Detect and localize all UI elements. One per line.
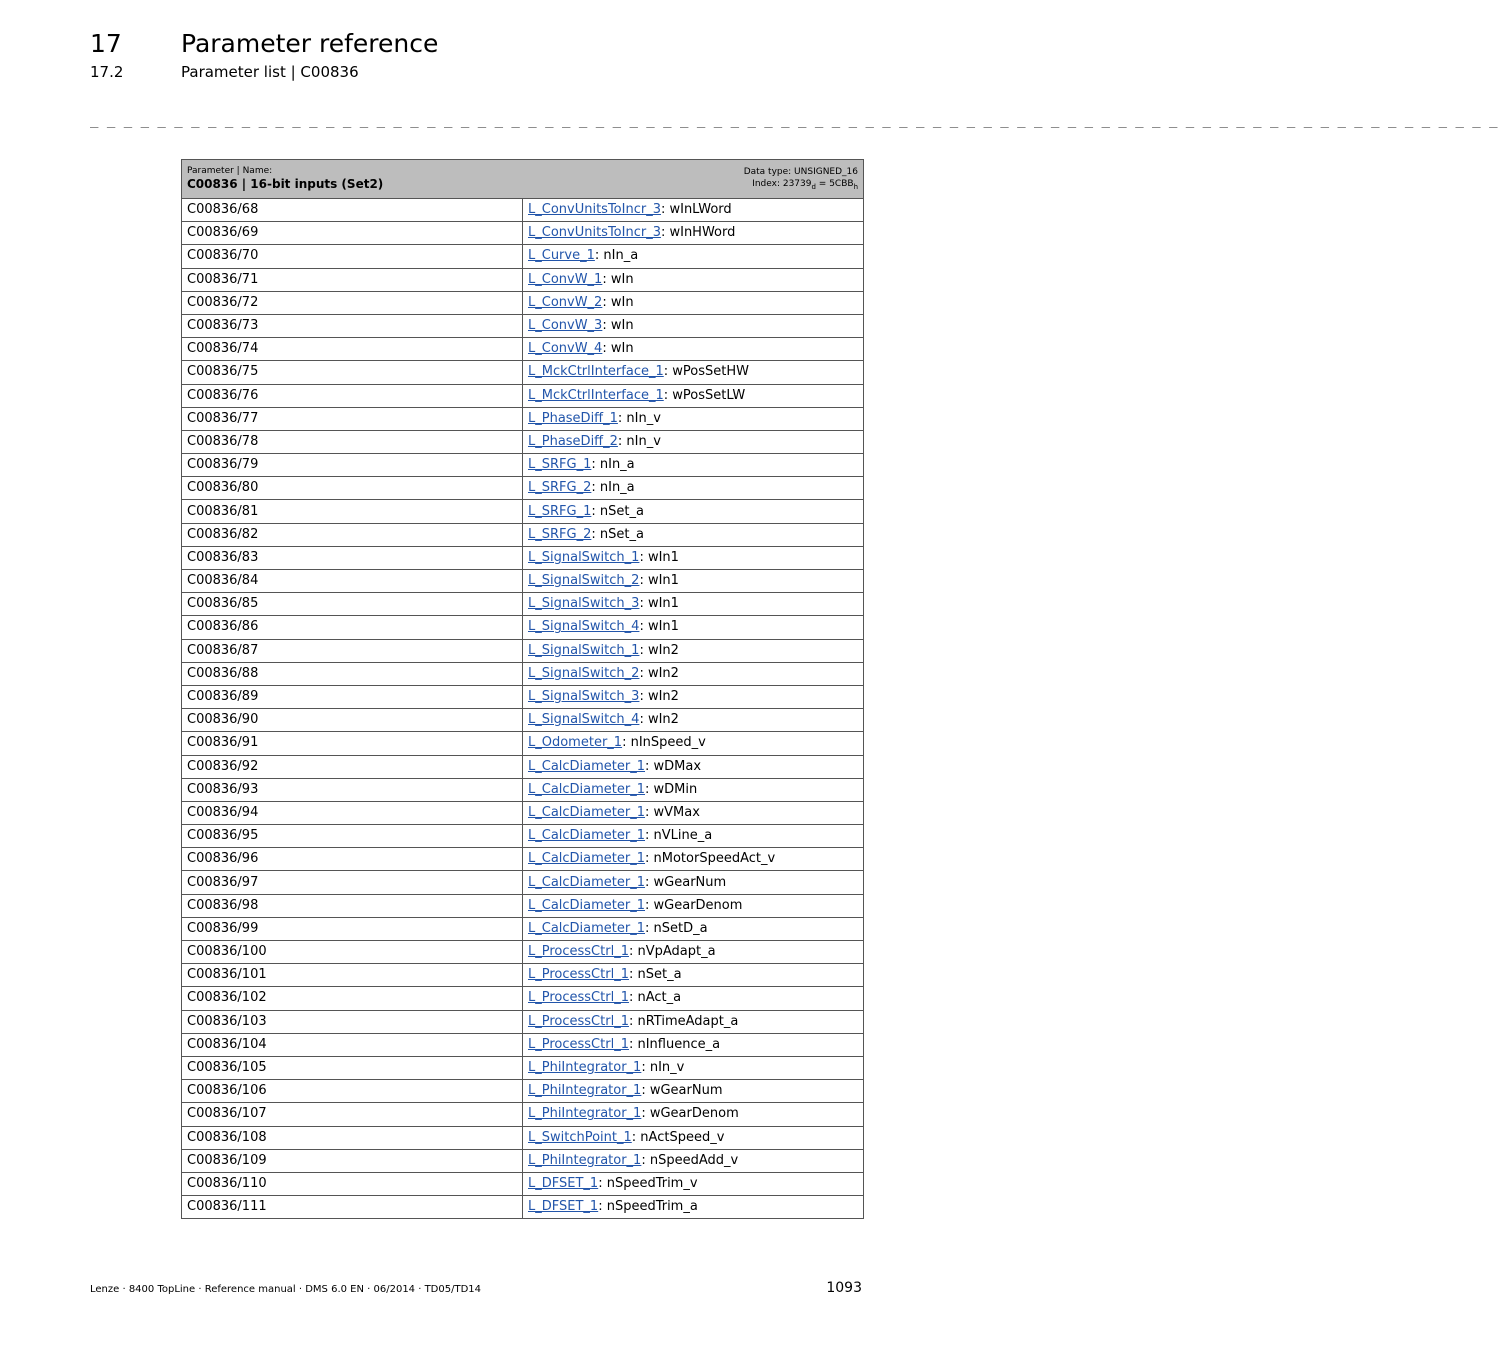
parameter-code: C00836/86: [182, 616, 523, 639]
function-block-link[interactable]: L_Odometer_1: [528, 735, 623, 751]
table-header-row: [182, 160, 864, 199]
parameter-code: C00836/81: [182, 500, 523, 523]
table-row: [182, 1056, 864, 1079]
signal-name: : wIn: [602, 318, 634, 334]
parameter-assignment: [523, 546, 864, 569]
table-row: [182, 964, 864, 987]
table-row: [182, 894, 864, 917]
table-row: [182, 361, 864, 384]
signal-name: : wIn2: [639, 689, 679, 705]
parameter-table: [181, 159, 864, 1219]
function-block-link[interactable]: L_CalcDiameter_1: [528, 758, 646, 774]
signal-name: : nSet_a: [591, 526, 644, 542]
function-block-link[interactable]: L_ConvUnitsToIncr_3: [528, 225, 661, 241]
parameter-assignment: [523, 361, 864, 384]
signal-name: : nRTimeAdapt_a: [628, 1013, 739, 1029]
function-block-link[interactable]: L_PhaseDiff_2: [528, 433, 618, 449]
header-datatype-block: [744, 166, 858, 193]
signal-name: : nVpAdapt_a: [628, 944, 716, 960]
table-row: [182, 1149, 864, 1172]
parameter-code: C00836/94: [182, 801, 523, 824]
table-row: [182, 222, 864, 245]
parameter-assignment: [523, 894, 864, 917]
header-parameter-name: C00836 | 16-bit inputs (Set2): [187, 177, 384, 191]
table-row: [182, 825, 864, 848]
chapter-number: 17: [90, 29, 122, 58]
header-parameter-label: Parameter | Name:: [187, 166, 273, 176]
parameter-assignment: [523, 314, 864, 337]
parameter-assignment: [523, 801, 864, 824]
function-block-link[interactable]: L_SignalSwitch_4: [528, 619, 640, 635]
parameter-assignment: [523, 1103, 864, 1126]
function-block-link[interactable]: L_Curve_1: [528, 248, 595, 264]
header-index: [744, 178, 858, 193]
function-block-link[interactable]: L_MckCtrlInterface_1: [528, 364, 664, 380]
parameter-code: C00836/83: [182, 546, 523, 569]
function-block-link[interactable]: L_PhiIntegrator_1: [528, 1106, 642, 1122]
parameter-assignment: [523, 338, 864, 361]
parameter-code: C00836/84: [182, 570, 523, 593]
page-number: 1093: [826, 1280, 862, 1296]
signal-name: : wDMin: [645, 781, 698, 797]
function-block-link[interactable]: L_DFSET_1: [528, 1175, 599, 1191]
parameter-code: C00836/91: [182, 732, 523, 755]
signal-name: : wPosSetLW: [663, 387, 746, 403]
index-mid: = 5CBB: [815, 179, 854, 189]
signal-name: : wIn1: [639, 596, 679, 612]
parameter-code: C00836/89: [182, 685, 523, 708]
function-block-link[interactable]: L_ProcessCtrl_1: [528, 990, 629, 1006]
signal-name: : wInHWord: [660, 225, 736, 241]
header-datatype: Data type: UNSIGNED_16: [743, 167, 858, 177]
table-row: [182, 732, 864, 755]
function-block-link[interactable]: L_CalcDiameter_1: [528, 851, 646, 867]
parameter-assignment: [523, 1149, 864, 1172]
parameter-assignment: [523, 732, 864, 755]
signal-name: : wIn: [602, 294, 634, 310]
parameter-assignment: [523, 616, 864, 639]
parameter-assignment: [523, 268, 864, 291]
table-row: [182, 384, 864, 407]
function-block-link[interactable]: L_CalcDiameter_1: [528, 874, 646, 890]
parameter-code: C00836/103: [182, 1010, 523, 1033]
function-block-link[interactable]: L_PhiIntegrator_1: [528, 1060, 642, 1076]
table-row: [182, 848, 864, 871]
parameter-code: C00836/72: [182, 291, 523, 314]
index-prefix: Index: 23739: [752, 179, 812, 189]
parameter-code: C00836/92: [182, 755, 523, 778]
parameter-code: C00836/75: [182, 361, 523, 384]
signal-name: : wIn2: [639, 642, 679, 658]
parameter-code: C00836/108: [182, 1126, 523, 1149]
parameter-code: C00836/107: [182, 1103, 523, 1126]
parameter-code: C00836/95: [182, 825, 523, 848]
function-block-link[interactable]: L_SignalSwitch_3: [528, 596, 640, 612]
table-row: [182, 778, 864, 801]
parameter-code: C00836/100: [182, 941, 523, 964]
signal-name: : nIn_a: [594, 248, 639, 264]
signal-name: : nIn_a: [591, 457, 635, 473]
function-block-link[interactable]: L_ProcessCtrl_1: [528, 944, 629, 960]
table-row: [182, 546, 864, 569]
parameter-code: C00836/73: [182, 314, 523, 337]
function-block-link[interactable]: L_CalcDiameter_1: [528, 828, 646, 844]
signal-name: : wVMax: [645, 804, 700, 820]
table-row: [182, 1126, 864, 1149]
table-row: [182, 662, 864, 685]
signal-name: : nInSpeed_v: [622, 735, 706, 751]
signal-name: : wIn1: [639, 549, 679, 565]
signal-name: : wInLWord: [660, 202, 732, 218]
table-row: [182, 801, 864, 824]
parameter-code: C00836/77: [182, 407, 523, 430]
function-block-link[interactable]: L_SwitchPoint_1: [528, 1129, 632, 1145]
parameter-code: C00836/111: [182, 1196, 523, 1219]
parameter-assignment: [523, 1056, 864, 1079]
function-block-link[interactable]: L_SRFG_2: [528, 526, 592, 542]
table-row: [182, 199, 864, 222]
table-row: [182, 430, 864, 453]
parameter-code: C00836/109: [182, 1149, 523, 1172]
parameter-assignment: [523, 477, 864, 500]
section-number: 17.2: [90, 63, 124, 81]
table-row: [182, 685, 864, 708]
parameter-code: C00836/101: [182, 964, 523, 987]
function-block-link[interactable]: L_SignalSwitch_2: [528, 665, 640, 681]
signal-name: : nInfluence_a: [628, 1036, 721, 1052]
parameter-code: C00836/68: [182, 199, 523, 222]
footer-text: Lenze · 8400 TopLine · Reference manual · DMS 6.0 EN · 06/2014 · TD05/TD14: [90, 1284, 482, 1295]
function-block-link[interactable]: L_PhiIntegrator_1: [528, 1083, 642, 1099]
parameter-code: C00836/105: [182, 1056, 523, 1079]
signal-name: : nIn_v: [641, 1060, 685, 1076]
parameter-code: C00836/98: [182, 894, 523, 917]
parameter-code: C00836/71: [182, 268, 523, 291]
function-block-link[interactable]: L_ProcessCtrl_1: [528, 1013, 629, 1029]
signal-name: : nAct_a: [628, 990, 682, 1006]
signal-name: : nActSpeed_v: [631, 1129, 725, 1145]
table-row: [182, 755, 864, 778]
parameter-assignment: [523, 291, 864, 314]
parameter-assignment: [523, 1080, 864, 1103]
table-row: [182, 523, 864, 546]
parameter-assignment: [523, 1126, 864, 1149]
table-row: [182, 871, 864, 894]
section-title: Parameter list | C00836: [181, 63, 359, 81]
parameter-assignment: [523, 245, 864, 268]
parameter-code: C00836/78: [182, 430, 523, 453]
parameter-code: C00836/90: [182, 709, 523, 732]
parameter-assignment: [523, 430, 864, 453]
parameter-assignment: [523, 871, 864, 894]
table-row: [182, 338, 864, 361]
parameter-code: C00836/70: [182, 245, 523, 268]
signal-name: : nIn_a: [591, 480, 635, 496]
parameter-code: C00836/87: [182, 639, 523, 662]
separator-line: _ _ _ _ _ _ _ _ _ _ _ _ _ _ _ _ _ _ _ _ _ _ _ _ _ _ _ _ _ _ _ _ _ _ _ _ _ _ _ _ _ _ _ _ _ _ _ _ _ _ _ _ _ _ _ _ _ _ _ _ _ _ _ _ _ _ _ _ _ _ _ _ _ _ _ _ _ _ _ _ _ _ _ _: [90, 112, 1498, 128]
parameter-assignment: [523, 1033, 864, 1056]
table-row: [182, 709, 864, 732]
parameter-assignment: [523, 454, 864, 477]
signal-name: : nSpeedTrim_a: [598, 1199, 698, 1215]
parameter-code: C00836/88: [182, 662, 523, 685]
parameter-assignment: [523, 987, 864, 1010]
parameter-code: C00836/85: [182, 593, 523, 616]
parameter-assignment: [523, 1172, 864, 1195]
table-row: [182, 291, 864, 314]
parameter-assignment: [523, 662, 864, 685]
table-row: [182, 407, 864, 430]
parameter-assignment: [523, 941, 864, 964]
signal-name: : wIn2: [639, 665, 679, 681]
signal-name: : wIn: [602, 341, 634, 357]
parameter-assignment: [523, 593, 864, 616]
function-block-link[interactable]: L_ConvW_2: [528, 294, 603, 310]
chapter-title: Parameter reference: [181, 29, 439, 58]
function-block-link[interactable]: L_MckCtrlInterface_1: [528, 387, 664, 403]
table-row: [182, 1080, 864, 1103]
parameter-assignment: [523, 778, 864, 801]
table-body: [182, 199, 864, 1219]
parameter-assignment: [523, 500, 864, 523]
parameter-assignment: [523, 825, 864, 848]
function-block-link[interactable]: L_ConvW_4: [528, 341, 603, 357]
parameter-code: C00836/69: [182, 222, 523, 245]
signal-name: : wIn1: [639, 619, 679, 635]
table-row: [182, 639, 864, 662]
table-row: [182, 987, 864, 1010]
parameter-assignment: [523, 407, 864, 430]
table-row: [182, 268, 864, 291]
signal-name: : wIn: [602, 271, 634, 287]
function-block-link[interactable]: L_PhiIntegrator_1: [528, 1152, 642, 1168]
signal-name: : wGearNum: [645, 874, 727, 890]
table-row: [182, 1103, 864, 1126]
parameter-assignment: [523, 755, 864, 778]
signal-name: : nIn_v: [617, 433, 661, 449]
table-row: [182, 477, 864, 500]
parameter-assignment: [523, 570, 864, 593]
function-block-link[interactable]: L_DFSET_1: [528, 1199, 599, 1215]
parameter-code: C00836/93: [182, 778, 523, 801]
index-sub-decimal: d: [811, 182, 816, 191]
signal-name: : nSet_a: [628, 967, 682, 983]
parameter-assignment: [523, 384, 864, 407]
function-block-link[interactable]: L_CalcDiameter_1: [528, 897, 646, 913]
signal-name: : nIn_v: [617, 410, 661, 426]
parameter-assignment: [523, 848, 864, 871]
parameter-code: C00836/96: [182, 848, 523, 871]
function-block-link[interactable]: L_SignalSwitch_1: [528, 642, 640, 658]
table-row: [182, 245, 864, 268]
function-block-link[interactable]: L_SRFG_1: [528, 457, 592, 473]
signal-name: : nSpeedTrim_v: [598, 1175, 698, 1191]
table-row: [182, 941, 864, 964]
parameter-assignment: [523, 964, 864, 987]
signal-name: : nSetD_a: [645, 920, 708, 936]
table-row: [182, 500, 864, 523]
function-block-link[interactable]: L_CalcDiameter_1: [528, 781, 646, 797]
signal-name: : wGearNum: [641, 1083, 723, 1099]
parameter-code: C00836/82: [182, 523, 523, 546]
parameter-code: C00836/102: [182, 987, 523, 1010]
function-block-link[interactable]: L_SRFG_2: [528, 480, 592, 496]
signal-name: : wIn2: [639, 712, 679, 728]
function-block-link[interactable]: L_SRFG_1: [528, 503, 592, 519]
parameter-assignment: [523, 1010, 864, 1033]
function-block-link[interactable]: L_SignalSwitch_1: [528, 549, 640, 565]
parameter-assignment: [523, 917, 864, 940]
table-row: [182, 593, 864, 616]
parameter-code: C00836/80: [182, 477, 523, 500]
signal-name: : wIn1: [639, 573, 679, 589]
index-sub-hex: h: [853, 182, 858, 191]
table-row: [182, 1172, 864, 1195]
function-block-link[interactable]: L_ConvW_3: [528, 318, 603, 334]
signal-name: : wGearDenom: [645, 897, 743, 913]
table-row: [182, 454, 864, 477]
signal-name: : nSet_a: [591, 503, 644, 519]
function-block-link[interactable]: L_ProcessCtrl_1: [528, 967, 629, 983]
parameter-code: C00836/104: [182, 1033, 523, 1056]
parameter-assignment: [523, 685, 864, 708]
function-block-link[interactable]: L_SignalSwitch_2: [528, 573, 640, 589]
function-block-link[interactable]: L_PhaseDiff_1: [528, 410, 618, 426]
parameter-assignment: [523, 222, 864, 245]
function-block-link[interactable]: L_ConvW_1: [528, 271, 603, 287]
function-block-link[interactable]: L_ProcessCtrl_1: [528, 1036, 629, 1052]
signal-name: : wDMax: [645, 758, 702, 774]
function-block-link[interactable]: L_SignalSwitch_4: [528, 712, 640, 728]
function-block-link[interactable]: L_CalcDiameter_1: [528, 804, 646, 820]
parameter-assignment: [523, 709, 864, 732]
signal-name: : nVLine_a: [645, 828, 713, 844]
parameter-assignment: [523, 639, 864, 662]
parameter-assignment: [523, 523, 864, 546]
parameter-code: C00836/74: [182, 338, 523, 361]
table-row: [182, 917, 864, 940]
parameter-assignment: [523, 199, 864, 222]
table-row: [182, 1196, 864, 1219]
function-block-link[interactable]: L_ConvUnitsToIncr_3: [528, 202, 661, 218]
parameter-assignment: [523, 1196, 864, 1219]
table-row: [182, 616, 864, 639]
table-row: [182, 314, 864, 337]
signal-name: : nSpeedAdd_v: [641, 1152, 739, 1168]
signal-name: : nMotorSpeedAct_v: [645, 851, 776, 867]
table-row: [182, 1033, 864, 1056]
signal-name: : wPosSetHW: [663, 364, 749, 380]
parameter-code: C00836/99: [182, 917, 523, 940]
function-block-link[interactable]: L_SignalSwitch_3: [528, 689, 640, 705]
parameter-code: C00836/110: [182, 1172, 523, 1195]
function-block-link[interactable]: L_CalcDiameter_1: [528, 920, 646, 936]
signal-name: : wGearDenom: [641, 1106, 739, 1122]
table-header-cell: [182, 160, 864, 199]
parameter-code: C00836/106: [182, 1080, 523, 1103]
table-row: [182, 570, 864, 593]
table-row: [182, 1010, 864, 1033]
parameter-code: C00836/79: [182, 454, 523, 477]
parameter-code: C00836/76: [182, 384, 523, 407]
parameter-code: C00836/97: [182, 871, 523, 894]
